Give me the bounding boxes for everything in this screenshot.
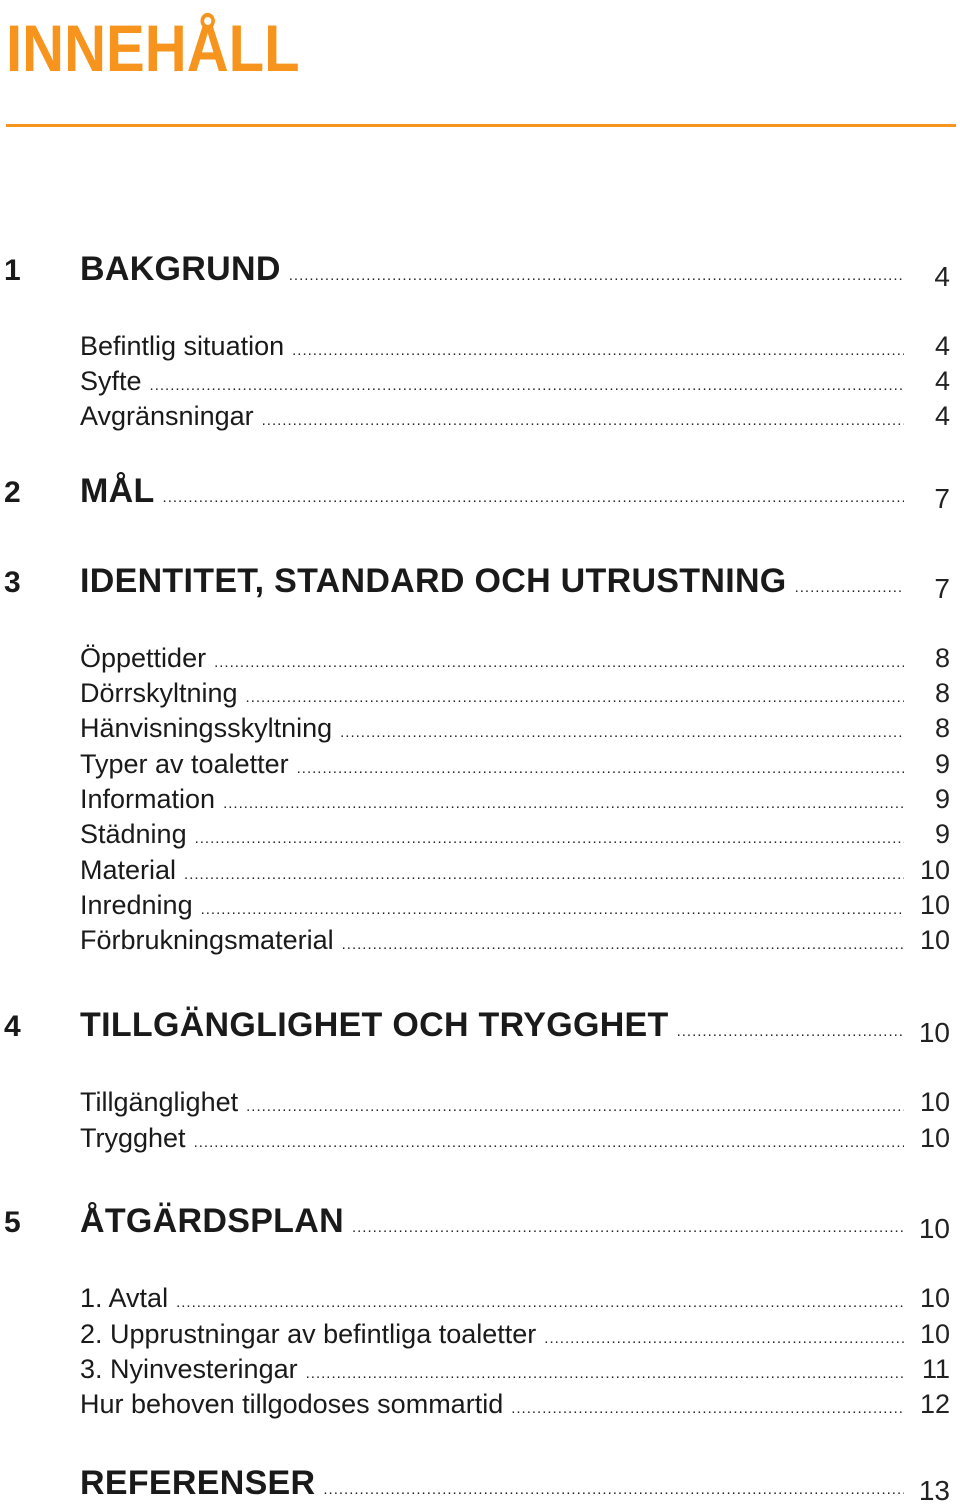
- page-number: 10: [919, 1319, 950, 1349]
- toc-item[interactable]: [0, 363, 960, 403]
- dot-leader: [342, 935, 904, 955]
- page-number: 10: [918, 1213, 950, 1244]
- toc-heading-identitet[interactable]: [0, 562, 960, 606]
- dot-leader: [292, 341, 904, 361]
- item-title: Typer av toaletter: [80, 749, 289, 779]
- dot-leader: [176, 1293, 904, 1313]
- item-title: Förbrukningsmaterial: [80, 925, 334, 955]
- page-number: 10: [919, 890, 950, 920]
- page-number: 13: [918, 1475, 950, 1506]
- toc-item[interactable]: [0, 922, 960, 962]
- toc-item[interactable]: [0, 710, 960, 750]
- toc-item[interactable]: [0, 1386, 960, 1426]
- dot-leader: [150, 376, 904, 396]
- toc-heading-bakgrund[interactable]: [0, 250, 960, 294]
- dot-leader: [323, 1480, 904, 1500]
- dot-leader: [194, 1133, 904, 1153]
- page-number: 8: [934, 643, 950, 673]
- dot-leader: [246, 688, 904, 708]
- dot-leader: [163, 488, 904, 508]
- dot-leader: [223, 794, 904, 814]
- item-title: Information: [80, 784, 216, 814]
- toc-item[interactable]: [0, 398, 960, 438]
- toc-item[interactable]: [0, 675, 960, 715]
- page-number: 9: [934, 784, 950, 814]
- item-title: Material: [80, 855, 177, 885]
- page-number: 10: [919, 1087, 950, 1117]
- toc-heading-mal[interactable]: [0, 472, 960, 516]
- page-number: 10: [919, 1283, 950, 1313]
- dot-leader: [306, 1364, 904, 1384]
- item-title: Tillgänglighet: [80, 1087, 239, 1117]
- page-number: 4: [934, 401, 950, 431]
- section-title: BAKGRUND: [80, 250, 281, 288]
- dot-leader: [511, 1399, 904, 1419]
- item-title: Befintlig situation: [80, 331, 285, 361]
- section-title: IDENTITET, STANDARD OCH UTRUSTNING: [80, 562, 787, 600]
- dot-leader: [289, 266, 904, 286]
- dot-leader: [184, 865, 904, 885]
- section-number: 4: [4, 1010, 21, 1043]
- dot-leader: [340, 723, 904, 743]
- page-number: 7: [934, 573, 950, 604]
- item-title: Öppettider: [80, 643, 207, 673]
- item-title: Avgränsningar: [80, 401, 254, 431]
- toc-item[interactable]: [0, 1316, 960, 1356]
- dot-leader: [195, 829, 904, 849]
- item-title: Städning: [80, 819, 187, 849]
- page-number: 10: [919, 855, 950, 885]
- item-title: 1. Avtal: [80, 1283, 169, 1313]
- item-title: Hänvisningsskyltning: [80, 713, 333, 743]
- page-title: INNEHÅLL: [6, 11, 300, 85]
- toc-item[interactable]: [0, 852, 960, 892]
- toc-item[interactable]: [0, 887, 960, 927]
- dot-leader: [795, 578, 904, 598]
- page-number: 7: [934, 483, 950, 514]
- section-title: ÅTGÄRDSPLAN: [80, 1202, 344, 1240]
- toc-item[interactable]: [0, 816, 960, 856]
- page-number: 4: [934, 331, 950, 361]
- dot-leader: [544, 1329, 904, 1349]
- toc-item[interactable]: [0, 1280, 960, 1320]
- section-title: MÅL: [80, 472, 155, 510]
- page-number: 11: [921, 1354, 950, 1384]
- page-number: 9: [934, 819, 950, 849]
- item-title: Dörrskyltning: [80, 678, 238, 708]
- item-title: Inredning: [80, 890, 193, 920]
- toc-heading-atgardsplan[interactable]: [0, 1202, 960, 1246]
- page-number: 9: [934, 749, 950, 779]
- page-number: 8: [934, 713, 950, 743]
- toc-item[interactable]: [0, 640, 960, 680]
- item-title: 2. Upprustningar av befintliga toaletter: [80, 1319, 537, 1349]
- page-number: 12: [919, 1389, 950, 1419]
- section-title: REFERENSER: [80, 1464, 316, 1502]
- section-number: 1: [4, 254, 21, 287]
- dot-leader: [214, 653, 904, 673]
- section-number: 2: [4, 476, 21, 509]
- dot-leader: [201, 900, 904, 920]
- title-rule: [6, 124, 956, 127]
- toc-heading-referenser[interactable]: [0, 1464, 960, 1508]
- page-number: 4: [934, 366, 950, 396]
- page-number: 4: [934, 261, 950, 292]
- dot-leader: [262, 411, 904, 431]
- dot-leader: [677, 1022, 904, 1042]
- page-number: 8: [934, 678, 950, 708]
- item-title: 3. Nyinvesteringar: [80, 1354, 298, 1384]
- item-title: Syfte: [80, 366, 142, 396]
- toc-item[interactable]: [0, 781, 960, 821]
- toc-item[interactable]: [0, 1084, 960, 1124]
- dot-leader: [297, 759, 904, 779]
- dot-leader: [246, 1097, 904, 1117]
- section-title: TILLGÄNGLIGHET OCH TRYGGHET: [80, 1006, 669, 1044]
- section-number: 3: [4, 566, 21, 599]
- toc-item[interactable]: [0, 328, 960, 368]
- item-title: Hur behoven tillgodoses sommartid: [80, 1389, 504, 1419]
- page-number: 10: [918, 1017, 950, 1048]
- dot-leader: [352, 1218, 904, 1238]
- page-number: 10: [919, 1123, 950, 1153]
- page-number: 10: [919, 925, 950, 955]
- toc-item[interactable]: [0, 746, 960, 786]
- toc-heading-tillganglighet[interactable]: [0, 1006, 960, 1050]
- toc-item[interactable]: [0, 1120, 960, 1160]
- toc-item[interactable]: [0, 1351, 960, 1391]
- item-title: Trygghet: [80, 1123, 186, 1153]
- section-number: 5: [4, 1206, 21, 1239]
